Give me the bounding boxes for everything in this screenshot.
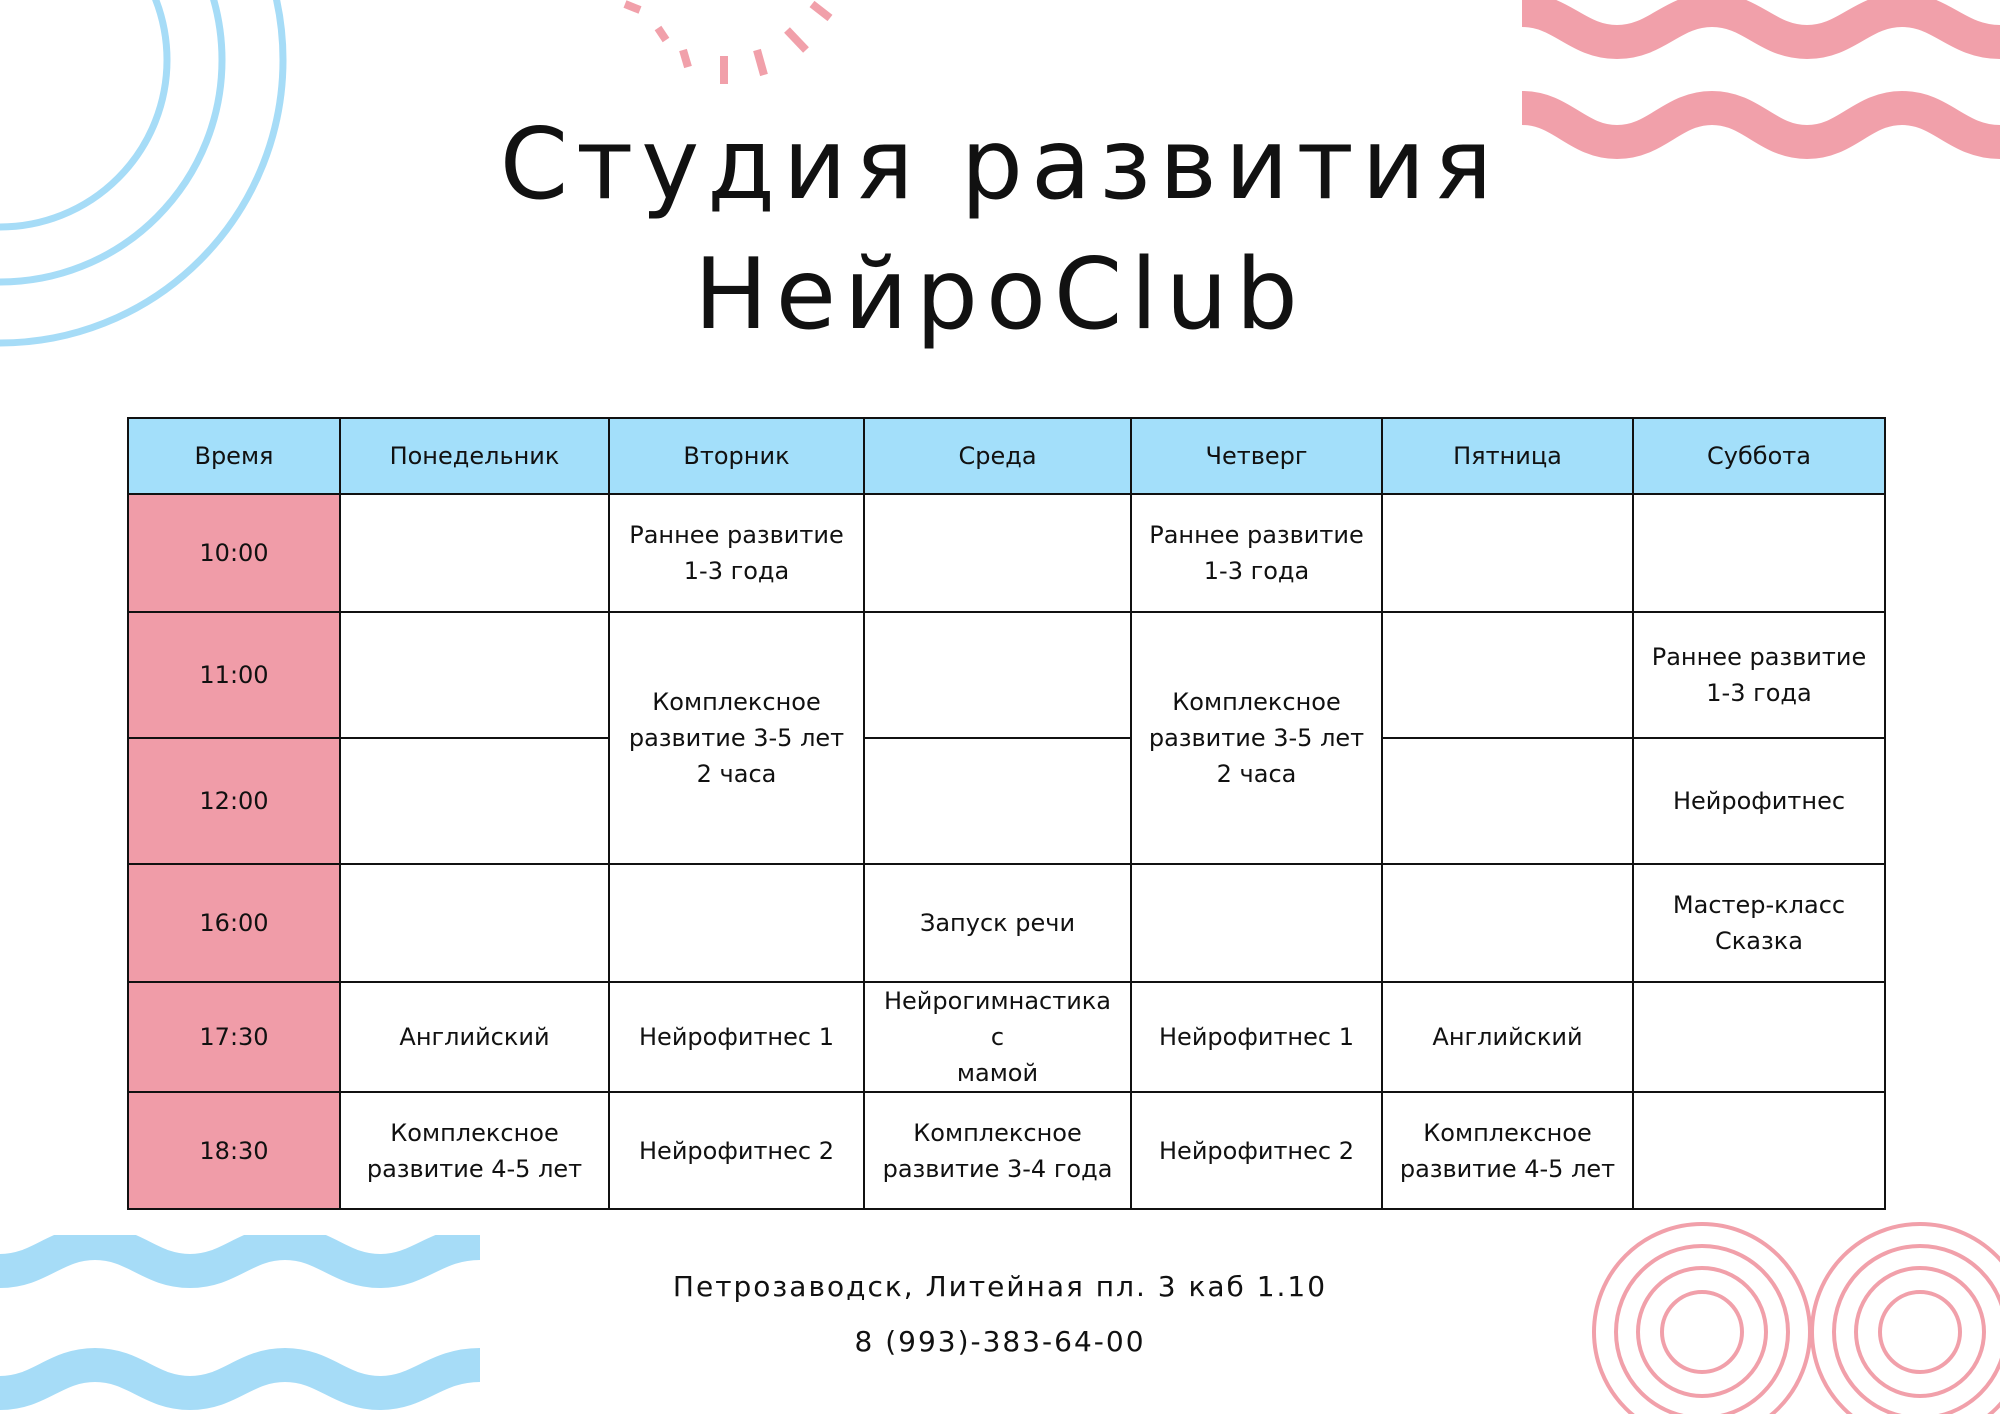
schedule-cell [864,494,1131,612]
table-row [128,612,1885,738]
table-row [128,738,1885,864]
schedule-cell: Нейрофитнес [1633,738,1885,864]
schedule-cell [340,612,609,738]
header-tuesday: Вторник [609,418,864,494]
schedule-cell: Нейрофитнес 1 [609,982,864,1092]
title-line-2: НейроClub [694,238,1306,352]
schedule-cell [1633,1092,1885,1209]
table-row [128,1092,1885,1209]
schedule-cell: Английский [340,982,609,1092]
table-row [128,982,1885,1092]
schedule-cell: Раннее развитие 1-3 года [1131,494,1382,612]
time-cell: 16:00 [128,864,340,982]
time-cell: 18:30 [128,1092,340,1209]
phone-text: 8 (993)-383-64-00 [854,1325,1146,1358]
time-cell: 11:00 [128,612,340,738]
schedule-table [127,417,1886,1210]
time-cell: 10:00 [128,494,340,612]
schedule-cell [609,864,864,982]
header-saturday: Суббота [1633,418,1885,494]
schedule-cell: Нейрофитнес 2 [609,1092,864,1209]
schedule-cell [1633,494,1885,612]
schedule-cell [864,738,1131,864]
schedule-cell [1382,612,1633,738]
schedule-cell [1382,738,1633,864]
header-thursday: Четверг [1131,418,1382,494]
schedule-cell: Нейрофитнес 1 [1131,982,1382,1092]
header-monday: Понедельник [340,418,609,494]
title-line-1: Студия развития [499,108,1501,222]
time-cell: 17:30 [128,982,340,1092]
header-wednesday: Среда [864,418,1131,494]
schedule-cell: Комплексное развитие 4-5 лет [1382,1092,1633,1209]
schedule-cell [1382,864,1633,982]
schedule-cell: Раннее развитие 1-3 года [609,494,864,612]
sun-rays-decoration [600,0,850,100]
schedule-cell: Запуск речи [864,864,1131,982]
schedule-cell: Комплексное развитие 3-4 года [864,1092,1131,1209]
page-title [0,100,2000,360]
header-time: Время [128,418,340,494]
schedule-cell: Раннее развитие 1-3 года [1633,612,1885,738]
schedule-cell [340,864,609,982]
schedule-cell: Комплексное развитие 4-5 лет [340,1092,609,1209]
schedule-cell: Мастер-класс Сказка [1633,864,1885,982]
schedule-cell [340,738,609,864]
schedule-cell: Нейрофитнес 2 [1131,1092,1382,1209]
table-row [128,864,1885,982]
schedule-cell: Нейрогимнастика с мамой [864,982,1131,1092]
schedule-cell: Комплексное развитие 3-5 лет 2 часа [1131,612,1382,864]
pink-circles-decoration [1590,1220,2000,1414]
schedule-cell [864,612,1131,738]
schedule-cell [340,494,609,612]
time-cell: 12:00 [128,738,340,864]
schedule-cell: Комплексное развитие 3-5 лет 2 часа [609,612,864,864]
schedule-cell [1382,494,1633,612]
schedule-cell [1633,982,1885,1092]
table-row [128,494,1885,612]
address-text: Петрозаводск, Литейная пл. 3 каб 1.10 [672,1270,1328,1303]
header-friday: Пятница [1382,418,1633,494]
schedule-cell [1131,864,1382,982]
schedule-cell: Английский [1382,982,1633,1092]
header-row [128,418,1885,494]
